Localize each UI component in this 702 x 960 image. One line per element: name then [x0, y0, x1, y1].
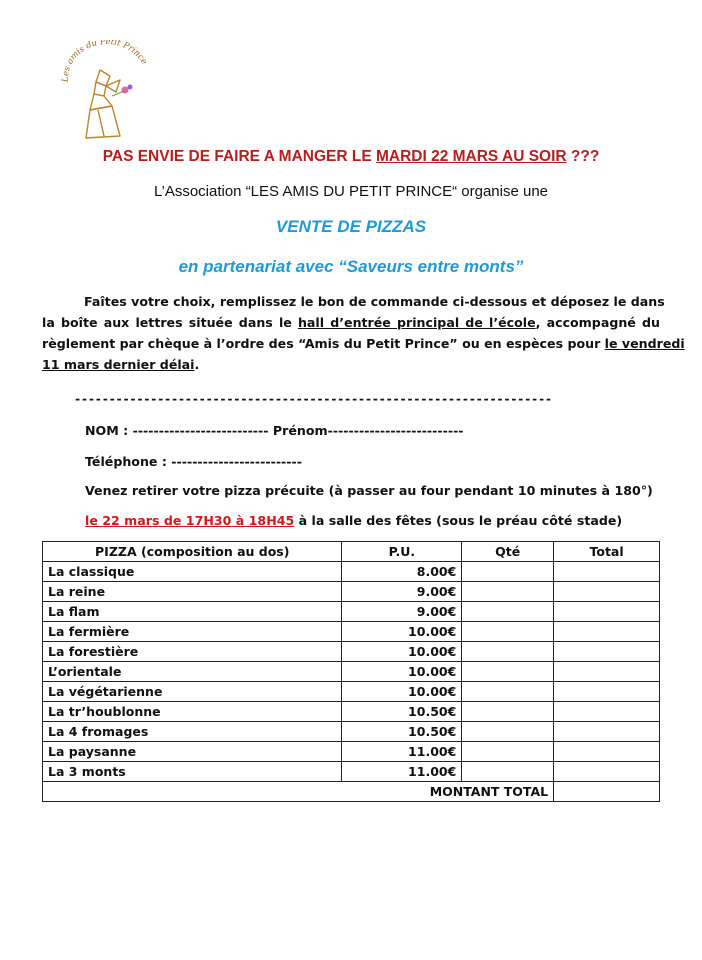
quantity-cell[interactable]: [462, 622, 554, 642]
separator-line: ---------------------------------------------------------------------: [74, 392, 552, 406]
telephone-input-line[interactable]: -------------------------: [171, 454, 302, 469]
quantity-cell[interactable]: [462, 662, 554, 682]
instructions-line-3: [42, 333, 685, 354]
partnership-line: en partenariat avec “Saveurs entre monts”: [178, 257, 524, 276]
table-row: [43, 602, 660, 622]
quantity-cell[interactable]: [462, 702, 554, 722]
little-prince-logo-icon: [50, 40, 160, 145]
pizza-name: La paysanne: [43, 742, 342, 762]
quantity-cell[interactable]: [462, 722, 554, 742]
pizza-price: 10.50€: [342, 722, 462, 742]
table-row: [43, 762, 660, 782]
headline-date: MARDI 22 MARS AU SOIR: [375, 148, 567, 165]
deadline-date: 11 mars dernier délai: [42, 357, 195, 372]
quantity-cell[interactable]: [462, 602, 554, 622]
quantity-cell[interactable]: [462, 742, 554, 762]
pizza-price: 8.00€: [342, 562, 462, 582]
instructions-paragraph: [42, 291, 685, 375]
table-row: [43, 622, 660, 642]
hall-location: hall d’entrée principal de l’école: [297, 315, 536, 330]
nom-input-line[interactable]: --------------------------: [132, 423, 269, 438]
pizza-name: La végétarienne: [43, 682, 342, 702]
pizza-name: La 4 fromages: [43, 722, 342, 742]
logo-text: Les amis du Petit Prince: [60, 40, 149, 83]
headline: [0, 148, 702, 166]
quantity-cell[interactable]: [462, 682, 554, 702]
sale-title: VENTE DE PIZZAS: [275, 217, 427, 236]
nom-label: NOM :: [85, 423, 129, 438]
pizza-name: La fermière: [43, 622, 342, 642]
quantity-cell[interactable]: [462, 642, 554, 662]
pickup-place: à la salle des fêtes (sous le préau côté stade): [294, 513, 623, 528]
table-row: [43, 682, 660, 702]
pizza-name: La classique: [43, 562, 342, 582]
table-row: [43, 582, 660, 602]
total-cell[interactable]: [554, 742, 660, 762]
pickup-date: le 22 mars de 17H30 à 18H45: [85, 513, 295, 528]
header-price: P.U.: [342, 542, 462, 562]
phone-field-row: [85, 454, 302, 469]
total-row: [43, 782, 660, 802]
instructions-line-1: Faîtes votre choix, remplissez le bon de commande ci-dessous et déposez le dans: [84, 294, 665, 309]
instructions-text: , accompagné du: [535, 315, 660, 330]
pizza-name: L’orientale: [43, 662, 342, 682]
instructions-line-2: [42, 312, 660, 333]
pizza-price: 10.00€: [342, 682, 462, 702]
order-table: [42, 541, 660, 802]
pizza-name: La tr’houblonne: [43, 702, 342, 722]
pickup-time-row: [85, 513, 622, 528]
table-header-row: [43, 542, 660, 562]
total-spacer: [43, 782, 342, 802]
association-line: L’Association “LES AMIS DU PETIT PRINCE“ organise une: [153, 183, 549, 200]
header-pizza: PIZZA (composition au dos): [43, 542, 342, 562]
pizza-price: 10.50€: [342, 702, 462, 722]
pizza-price: 10.00€: [342, 622, 462, 642]
total-cell[interactable]: [554, 582, 660, 602]
total-cell[interactable]: [554, 662, 660, 682]
pizza-price: 10.00€: [342, 662, 462, 682]
table-row: [43, 642, 660, 662]
instructions-text: la boîte aux lettres située dans le: [42, 315, 298, 330]
pizza-name: La flam: [43, 602, 342, 622]
quantity-cell[interactable]: [462, 582, 554, 602]
total-cell[interactable]: [554, 682, 660, 702]
headline-prefix: PAS ENVIE DE FAIRE A MANGER LE: [102, 148, 376, 165]
pizza-name: La reine: [43, 582, 342, 602]
quantity-cell[interactable]: [462, 762, 554, 782]
table-row: [43, 742, 660, 762]
quantity-cell[interactable]: [462, 562, 554, 582]
instructions-text: .: [194, 357, 200, 372]
total-cell[interactable]: [554, 722, 660, 742]
name-field-row: [85, 423, 464, 438]
pizza-price: 9.00€: [342, 582, 462, 602]
header-quantity: Qté: [462, 542, 554, 562]
deadline-start: le vendredi: [604, 336, 685, 351]
pizza-price: 11.00€: [342, 762, 462, 782]
pickup-instructions: Venez retirer votre pizza précuite (à passer au four pendant 10 minutes à 180°): [85, 483, 653, 498]
prenom-input-line[interactable]: --------------------------: [327, 423, 464, 438]
pizza-price: 10.00€: [342, 642, 462, 662]
total-cell[interactable]: [554, 762, 660, 782]
total-cell[interactable]: [554, 702, 660, 722]
pizza-name: La forestière: [43, 642, 342, 662]
svg-text:Les amis du Petit Prince: [61, 40, 149, 83]
pizza-price: 11.00€: [342, 742, 462, 762]
prenom-label: Prénom: [272, 423, 328, 438]
instructions-line-4: [42, 354, 660, 375]
table-row: [43, 702, 660, 722]
total-cell[interactable]: [554, 562, 660, 582]
pizza-name: La 3 monts: [43, 762, 342, 782]
total-cell[interactable]: [554, 622, 660, 642]
telephone-label: Téléphone :: [85, 454, 167, 469]
association-logo: [50, 40, 160, 145]
table-row: [43, 662, 660, 682]
header-total: Total: [554, 542, 660, 562]
table-row: [43, 722, 660, 742]
total-cell[interactable]: [554, 602, 660, 622]
pizza-price: 9.00€: [342, 602, 462, 622]
total-amount-cell[interactable]: [554, 782, 660, 802]
total-cell[interactable]: [554, 642, 660, 662]
headline-suffix: ???: [566, 148, 600, 165]
table-row: [43, 562, 660, 582]
total-label: MONTANT TOTAL: [342, 782, 554, 802]
instructions-text: règlement par chèque à l’ordre des “Amis du Petit Prince” ou en espèces pour: [42, 336, 605, 351]
